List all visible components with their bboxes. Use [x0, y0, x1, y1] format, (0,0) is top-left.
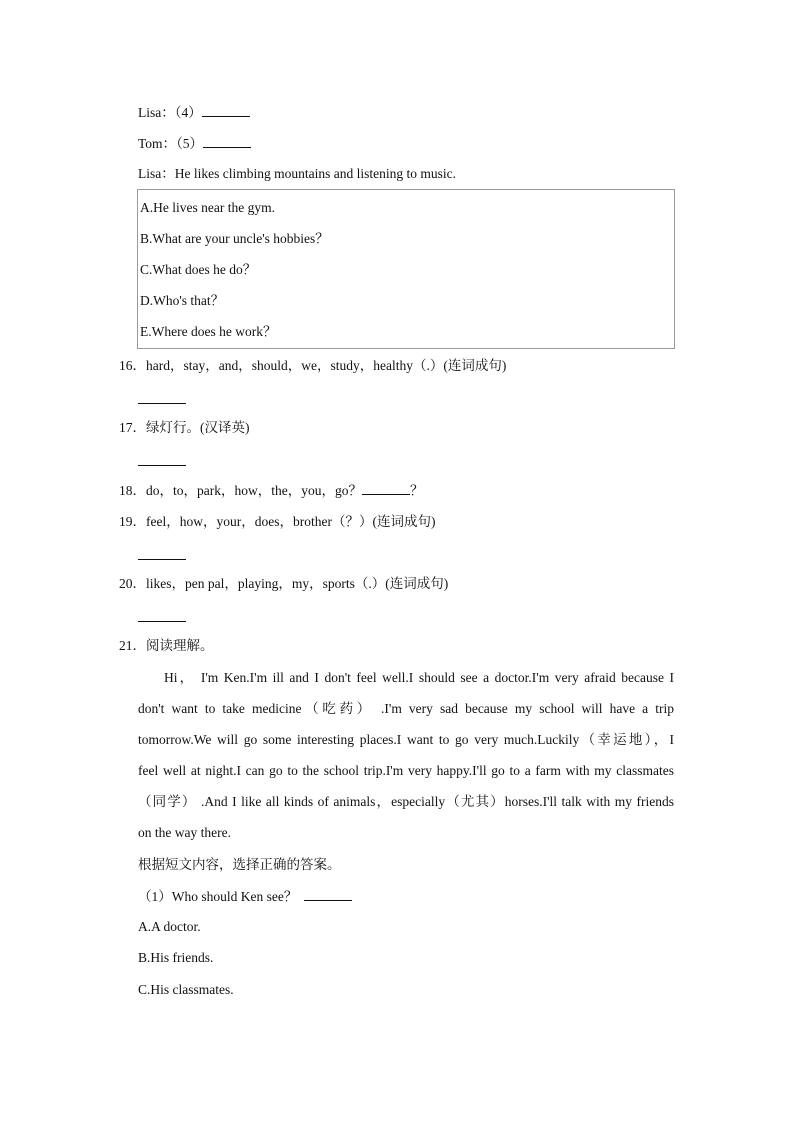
option-e: E.Where does he work？ [140, 324, 277, 339]
passage-line: （同学） .And I like all kinds of animals，especially（尤其）horses.I'll talk with my friends [138, 794, 674, 809]
option-c: C.What does he do？ [140, 262, 257, 277]
question-20: 20．likes，pen pal，playing，my，sports（.）(连词成句) [119, 576, 449, 591]
passage-line: Hi， I'm Ken.I'm ill and I don't feel well.I should see a doctor.I'm very afraid because I [164, 670, 674, 685]
passage-line: feel well at night.I can go to the school trip.I'm very happy.I'll go to a farm with my classmates [138, 763, 674, 778]
question-16: 16．hard，stay，and，should，we，study，healthy（.）(连词成句) [119, 358, 507, 373]
sub-question-text: （1）Who should Ken see？ [138, 889, 298, 904]
question-17: 17．绿灯行。(汉译英) [119, 420, 250, 435]
question-21: 21．阅读理解。 [119, 638, 214, 653]
sub-question-1 [138, 888, 352, 905]
reading-instruction: 根据短文内容，选择正确的答案。 [138, 857, 341, 872]
passage-line: on the way there. [138, 825, 231, 840]
answer-line-17[interactable] [138, 464, 186, 466]
sub-option-c: C.His classmates. [138, 982, 234, 997]
answer-line-19[interactable] [138, 558, 186, 560]
answer-line-16[interactable] [138, 402, 186, 404]
question-number: （5） [176, 136, 204, 151]
option-d: D.Who's that？ [140, 293, 225, 308]
reading-passage [138, 662, 674, 848]
dialogue-line-tom [138, 135, 251, 152]
options-box [137, 189, 675, 349]
question-18 [119, 482, 423, 499]
question-number: （4） [174, 105, 202, 120]
question-19: 19．feel，how，your，does，brother（？）(连词成句) [119, 514, 436, 529]
speaker-label: Tom： [138, 136, 177, 151]
answer-blank[interactable] [202, 104, 250, 117]
sub-option-a: A.A doctor. [138, 919, 201, 934]
answer-blank-sub-1[interactable] [304, 888, 352, 901]
answer-blank[interactable] [203, 135, 251, 148]
option-b: B.What are your uncle's hobbies？ [140, 231, 329, 246]
dialogue-line-lisa [138, 104, 250, 121]
answer-line-20[interactable] [138, 620, 186, 622]
sub-option-b: B.His friends. [138, 950, 214, 965]
answer-blank-18[interactable] [362, 482, 410, 495]
question-18-text: 18．do，to，park，how，the，you，go？ [119, 483, 362, 498]
passage-line: tomorrow.We will go some interesting places.I want to go very much.Luckily（幸运地），I [138, 732, 674, 747]
question-18-end: ？ [409, 483, 424, 498]
dialogue-line-final: Lisa：He likes climbing mountains and listening to music. [138, 166, 456, 181]
passage-line: don't want to take medicine（吃药） .I'm very sad because my school will have a trip [138, 701, 674, 716]
option-a: A.He lives near the gym. [140, 200, 275, 215]
speaker-label: Lisa： [138, 105, 175, 120]
